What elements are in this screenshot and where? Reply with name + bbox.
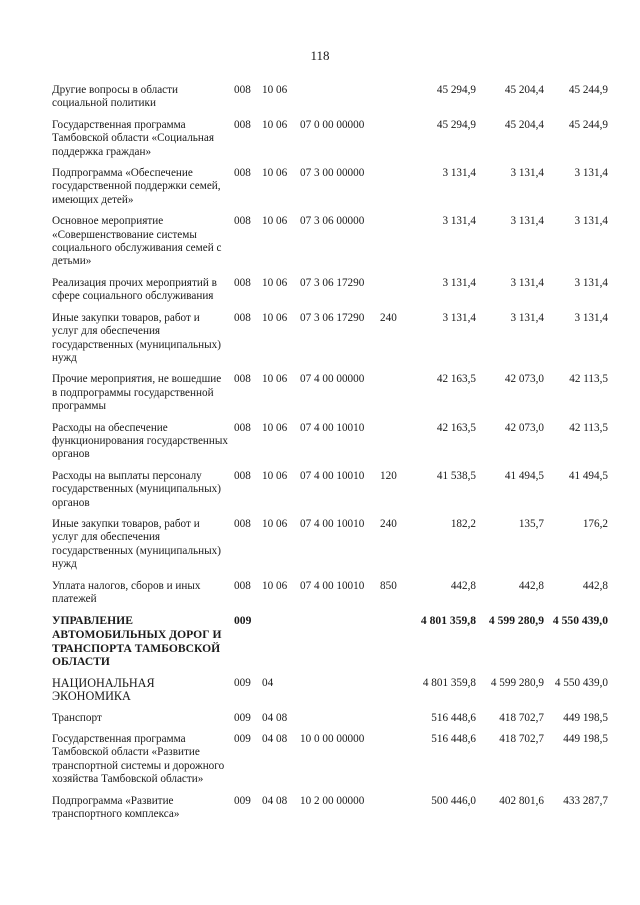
row-target-article: 07 4 00 10010	[300, 469, 365, 482]
row-section: 04 08	[262, 711, 288, 724]
table-row	[52, 84, 608, 119]
row-value-3: 433 287,7	[563, 794, 608, 807]
row-target-article: 10 0 00 00000	[300, 733, 365, 745]
row-grbs: 008	[234, 421, 251, 434]
row-value-2: 418 702,7	[499, 711, 544, 724]
row-value-3: 41 494,5	[568, 469, 608, 482]
row-value-3: 3 131,4	[574, 311, 608, 324]
row-value-1: 42 163,5	[436, 421, 476, 434]
row-section: 10 06	[262, 373, 288, 386]
row-expense-type	[380, 795, 412, 830]
row-expense-type	[380, 614, 412, 676]
row-value-3: 3 131,4	[574, 215, 608, 228]
row-expense-type	[380, 84, 412, 119]
row-name: Подпрограмма «Обеспечение государственной поддержки семей, имеющих детей»	[52, 167, 221, 206]
row-expense-type	[380, 677, 412, 712]
row-grbs: 009	[234, 614, 252, 628]
row-grbs: 008	[234, 215, 251, 228]
row-name: Подпрограмма «Развитие транспортного комплекса»	[52, 794, 180, 821]
row-section: 10 06	[262, 579, 288, 592]
row-grbs: 008	[234, 118, 251, 131]
row-value-3: 45 244,9	[568, 84, 608, 96]
row-value-2: 45 204,4	[504, 84, 544, 96]
row-target-article: 07 0 00 00000	[300, 118, 365, 131]
row-name: Другие вопросы в области социальной политики	[52, 84, 179, 110]
table-row	[52, 733, 608, 795]
row-expense-type	[380, 215, 412, 277]
row-name: Иные закупки товаров, работ и услуг для обеспечения государственных (муниципальных) нужд	[52, 311, 221, 364]
row-name: Прочие мероприятия, не вошедшие в подпрограммы государственной программы	[52, 373, 222, 413]
row-name: Уплата налогов, сборов и иных платежей	[52, 579, 201, 605]
row-target-article	[300, 84, 380, 119]
row-expense-type	[380, 422, 412, 470]
row-target-article: 07 3 06 17290	[300, 276, 365, 289]
row-value-2: 3 131,4	[510, 167, 544, 180]
row-target-article: 07 3 00 00000	[300, 167, 365, 180]
row-target-article	[300, 614, 380, 676]
table-row-department	[52, 614, 608, 676]
table-row	[52, 167, 608, 215]
row-name: Расходы на выплаты персоналу государственных (муниципальных) органов	[52, 469, 221, 509]
table-row	[52, 373, 608, 421]
row-value-2: 3 131,4	[510, 215, 544, 228]
row-expense-type: 850	[380, 579, 397, 592]
row-name: Транспорт	[52, 711, 102, 724]
row-value-3: 3 131,4	[574, 167, 608, 180]
row-value-2: 402 801,6	[499, 794, 544, 807]
table-row	[52, 422, 608, 470]
row-value-1: 45 294,9	[436, 84, 476, 96]
row-value-2: 41 494,5	[504, 469, 544, 482]
row-value-2: 4 599 280,9	[488, 614, 544, 628]
row-expense-type: 120	[380, 469, 397, 482]
row-grbs: 009	[234, 794, 251, 807]
table-row-section	[52, 677, 608, 712]
row-grbs: 008	[234, 311, 251, 324]
row-expense-type: 240	[380, 311, 397, 324]
row-section: 04 08	[262, 733, 288, 745]
row-target-article: 07 4 00 10010	[300, 579, 365, 592]
row-value-3: 42 113,5	[569, 421, 608, 434]
row-section: 10 06	[262, 215, 288, 228]
row-value-1: 3 131,4	[442, 311, 476, 324]
row-value-1: 45 294,9	[436, 118, 476, 131]
row-expense-type	[380, 119, 412, 167]
table-row	[52, 119, 608, 167]
row-value-1: 516 448,6	[431, 733, 476, 745]
table-row	[52, 215, 608, 277]
row-expense-type	[380, 733, 412, 795]
row-name: Основное мероприятие «Совершенствование системы социального обслуживания семей с детьми»	[52, 215, 222, 268]
row-name: Расходы на обеспечение функционирования государственных органов	[52, 421, 228, 461]
row-grbs: 008	[234, 276, 251, 289]
table-row	[52, 470, 608, 518]
row-grbs: 008	[234, 84, 251, 96]
table-row	[52, 312, 608, 374]
row-value-2: 3 131,4	[510, 311, 544, 324]
row-expense-type	[380, 277, 412, 312]
row-name: НАЦИОНАЛЬНАЯ ЭКОНОМИКА	[52, 675, 155, 704]
row-value-3: 3 131,4	[574, 276, 608, 289]
budget-table	[52, 84, 608, 829]
row-value-1: 500 446,0	[431, 794, 476, 807]
row-value-1: 3 131,4	[442, 167, 476, 180]
row-name: Реализация прочих мероприятий в сфере социального обслуживания	[52, 276, 217, 303]
row-expense-type	[380, 167, 412, 215]
row-section: 10 06	[262, 517, 288, 530]
row-section: 10 06	[262, 167, 288, 180]
row-value-3: 4 550 439,0	[554, 676, 608, 689]
row-name: Государственная программа Тамбовской области «Социальная поддержка граждан»	[52, 118, 214, 158]
row-value-3: 442,8	[582, 579, 608, 592]
row-grbs: 008	[234, 517, 251, 530]
row-expense-type	[380, 373, 412, 421]
row-value-1: 4 801 359,8	[420, 614, 476, 628]
row-name: Иные закупки товаров, работ и услуг для обеспечения государственных (муниципальных) нужд	[52, 517, 221, 571]
row-value-3: 45 244,9	[568, 118, 608, 131]
row-target-article: 07 4 00 10010	[300, 517, 365, 530]
row-grbs: 008	[234, 167, 251, 180]
row-target-article: 07 3 06 17290	[300, 311, 365, 324]
row-grbs: 009	[234, 733, 251, 745]
row-target-article	[300, 677, 380, 712]
row-target-article	[300, 712, 380, 733]
table-row	[52, 580, 608, 615]
row-value-2: 135,7	[518, 517, 544, 530]
row-section	[262, 614, 300, 676]
row-section: 10 06	[262, 421, 288, 434]
row-value-1: 442,8	[450, 579, 476, 592]
row-value-2: 45 204,4	[504, 118, 544, 131]
row-value-1: 42 163,5	[436, 373, 476, 386]
row-value-2: 3 131,4	[510, 276, 544, 289]
row-value-2: 418 702,7	[499, 733, 544, 745]
row-value-3: 449 198,5	[563, 733, 608, 745]
table-row	[52, 518, 608, 580]
row-target-article: 10 2 00 00000	[300, 794, 365, 807]
row-value-1: 3 131,4	[442, 215, 476, 228]
row-section: 10 06	[262, 311, 288, 324]
row-value-2: 42 073,0	[504, 421, 544, 434]
row-expense-type	[380, 712, 412, 733]
row-value-1: 182,2	[450, 517, 476, 530]
row-grbs: 008	[234, 469, 251, 482]
row-value-1: 3 131,4	[442, 276, 476, 289]
row-section: 10 06	[262, 84, 288, 96]
row-value-1: 516 448,6	[431, 711, 476, 724]
row-value-2: 442,8	[518, 579, 544, 592]
row-expense-type: 240	[380, 517, 397, 530]
row-section: 04 08	[262, 794, 288, 807]
row-grbs: 008	[234, 579, 251, 592]
row-grbs: 009	[234, 676, 251, 689]
row-section: 10 06	[262, 276, 288, 289]
page-number: 118	[310, 48, 330, 63]
row-name: Государственная программа Тамбовской области «Развитие транспортной системы и дорожного хозяйства Тамбовской области»	[52, 733, 225, 786]
row-section: 10 06	[262, 469, 288, 482]
row-target-article: 07 4 00 10010	[300, 421, 365, 434]
row-value-3: 449 198,5	[563, 711, 608, 724]
table-row	[52, 277, 608, 312]
row-section: 04	[262, 676, 274, 689]
row-value-1: 41 538,5	[436, 469, 476, 482]
row-grbs: 008	[234, 373, 251, 386]
row-value-3: 4 550 439,0	[552, 614, 608, 628]
table-row	[52, 712, 608, 733]
row-value-1: 4 801 359,8	[422, 676, 476, 689]
row-target-article: 07 3 06 00000	[300, 215, 365, 228]
table-row	[52, 795, 608, 830]
row-name: УПРАВЛЕНИЕ АВТОМОБИЛЬНЫХ ДОРОГ И ТРАНСПОРТА ТАМБОВСКОЙ ОБЛАСТИ	[52, 614, 222, 669]
row-value-2: 42 073,0	[504, 373, 544, 386]
row-value-3: 176,2	[582, 517, 608, 530]
row-target-article: 07 4 00 00000	[300, 373, 365, 386]
row-value-3: 42 113,5	[569, 373, 608, 386]
row-value-2: 4 599 280,9	[490, 676, 544, 689]
row-section: 10 06	[262, 118, 288, 131]
row-grbs: 009	[234, 711, 251, 724]
